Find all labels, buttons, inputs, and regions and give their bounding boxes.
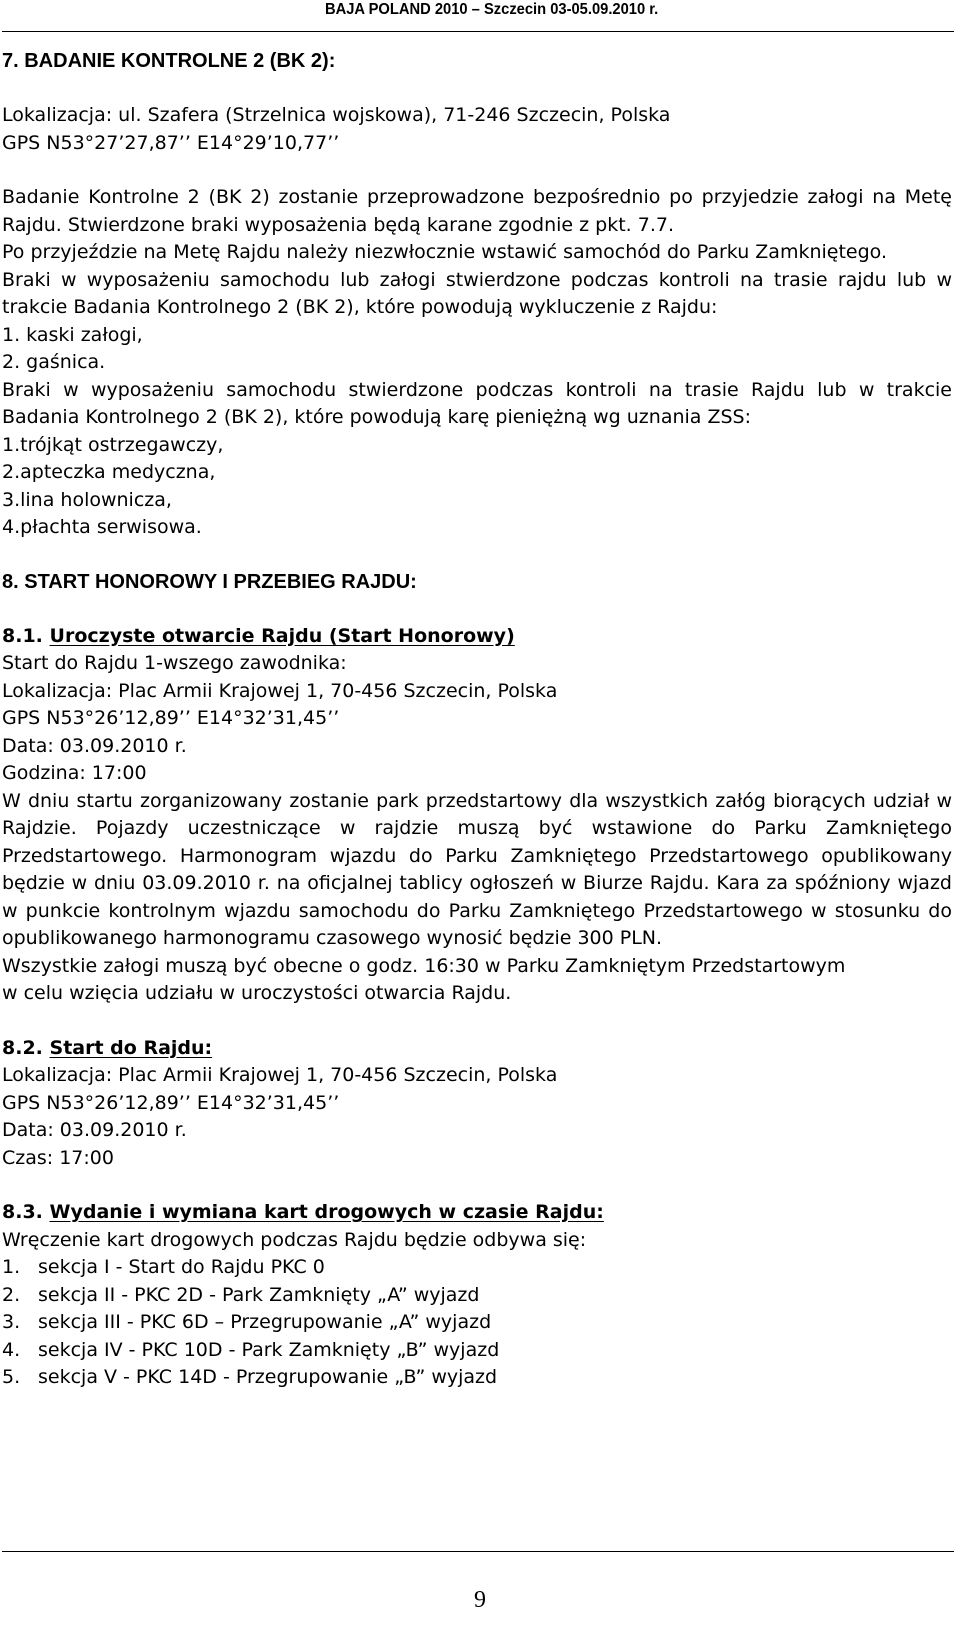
page-number: 9 [474,1587,486,1613]
section-8-1-line: Data: 03.09.2010 r. [2,734,187,757]
header-rule [2,31,954,32]
section-7-paragraph-2: Po przyjeździe na Metę Rajdu należy niezwłocznie wstawić samochód do Parku Zamkniętego. [2,241,887,263]
section-8-2-line: Lokalizacja: Plac Armii Krajowej 1, 70-456 Szczecin, Polska [2,1064,558,1086]
card-section-number: 5. [2,1366,21,1388]
section-8-1-line: Godzina: 17:00 [2,762,147,784]
spacer [2,157,952,184]
section-8-1-line: Start do Rajdu 1-wszego zawodnika: [2,652,347,674]
section-8-3-intro: Wręczenie kart drogowych podczas Rajdu będzie odbywa się: [2,1228,587,1251]
penalty-list-item: 4.płachta serwisowa. [2,516,202,538]
section-8-heading: 8. START HONOROWY I PRZEBIEG RAJDU: [2,570,417,593]
card-section-number: 1. [2,1256,21,1278]
card-section-text: sekcja I - Start do Rajdu PKC 0 [38,1256,325,1278]
card-section-item [2,1254,952,1282]
section-8-2-heading [2,1035,952,1063]
section-8-2-line: Data: 03.09.2010 r. [2,1119,187,1141]
section-7-gps: GPS N53°27’27,87’’ E14°29’10,77’’ [2,131,340,154]
card-section-item [2,1309,952,1337]
card-section-item [2,1364,952,1392]
spacer [2,1008,952,1035]
section-8-2-line: GPS N53°26’12,89’’ E14°32’31,45’’ [2,1091,340,1114]
section-7-heading: 7. BADANIE KONTROLNE 2 (BK 2): [2,50,336,72]
section-7-paragraph-4: Braki w wyposażeniu samochodu stwierdzone podczas kontroli na trasie Rajdu lub w trakcie Badania Kontrolnego 2 (BK 2), które powodują karę pieniężną wg uznania ZSS: [2,378,952,428]
section-8-3-heading [2,1199,952,1227]
section-7-location: Lokalizacja: ul. Szafera (Strzelnica wojskowa), 71-246 Szczecin, Polska [2,104,671,126]
card-section-number: 2. [2,1283,21,1306]
card-section-text: sekcja IV - PKC 10D - Park Zamknięty „B” wyjazd [38,1338,500,1361]
section-8-1-line: GPS N53°26’12,89’’ E14°32’31,45’’ [2,707,340,729]
section-8-1-paragraph: W dniu startu zorganizowany zostanie park przedstartowy dla wszystkich załóg biorących udział w Rajdzie. Pojazdy uczestniczące w rajdzie muszą być wstawione do Parku Zamkniętego Przedstartowego. Harmonogram wjazdu do Parku Zamkniętego Przedstartowego opublikowany będzie w dniu 03.09.2010 r. na oficjalnej tablicy ogłoszeń w Biurze Rajdu. Kara za spóźniony wjazd w punkcie kontrolnym wjazdu samochodu do Parku Zamkniętego Przedstartowego w stosunku do opublikowanego harmonogramu czasowego wynosić będzie 300 PLN. [2,789,952,949]
document-body [2,48,952,1392]
penalty-list-item: 3.lina holownicza, [2,488,172,511]
section-8-1-line: Lokalizacja: Plac Armii Krajowej 1, 70-456 Szczecin, Polska [2,679,558,702]
card-section-text: sekcja II - PKC 2D - Park Zamknięty „A” wyjazd [38,1283,480,1306]
section-8-1-paragraph-2-line-1: Wszystkie załogi muszą być obecne o godz. 16:30 w Parku Zamkniętym Przedstartowym [2,954,846,977]
spacer [2,75,952,102]
penalty-list-item: 2.apteczka medyczna, [2,461,216,483]
page-header [0,0,960,34]
section-7-paragraph-1: Badanie Kontrolne 2 (BK 2) zostanie przeprowadzone bezpośrednio po przyjedzie załogi na Metę Rajdu. Stwierdzone braki wyposażenia będą karane zgodnie z pkt. 7.7. [2,186,952,236]
section-8-1-heading [2,623,952,651]
section-8-2-title: Start do Rajdu: [49,1036,213,1059]
card-section-number: 4. [2,1338,21,1361]
exclusion-list-item: 1. kaski załogi, [2,323,143,346]
card-section-number: 3. [2,1311,21,1333]
section-8-1-title: Uroczyste otwarcie Rajdu (Start Honorowy) [49,624,515,647]
card-section-item [2,1282,952,1310]
section-8-2-line: Czas: 17:00 [2,1146,114,1169]
spacer [2,596,952,623]
section-8-2-number: 8.2. [2,1036,43,1059]
spacer [2,1172,952,1199]
exclusion-list-item: 2. gaśnica. [2,351,106,373]
header-title: BAJA POLAND 2010 – Szczecin 03-05.09.2010 r. [324,1,658,18]
card-section-item [2,1337,952,1365]
footer-rule [2,1551,954,1552]
section-8-1-number: 8.1. [2,624,43,647]
card-section-text: sekcja III - PKC 6D – Przegrupowanie „A” wyjazd [38,1311,492,1333]
section-8-3-number: 8.3. [2,1201,43,1223]
section-8-3-title: Wydanie i wymiana kart drogowych w czasie Rajdu: [49,1201,604,1223]
card-section-text: sekcja V - PKC 14D - Przegrupowanie „B” wyjazd [38,1366,498,1388]
section-7-paragraph-3: Braki w wyposażeniu samochodu lub załogi stwierdzone podczas kontroli na trasie rajdu lub w trakcie Badania Kontrolnego 2 (BK 2), które powodują wykluczenie z Rajdu: [2,268,952,318]
section-8-1-paragraph-2-line-2: w celu wzięcia udziału w uroczystości otwarcia Rajdu. [2,982,512,1004]
penalty-list-item: 1.trójkąt ostrzegawczy, [2,433,224,456]
spacer [2,542,952,569]
